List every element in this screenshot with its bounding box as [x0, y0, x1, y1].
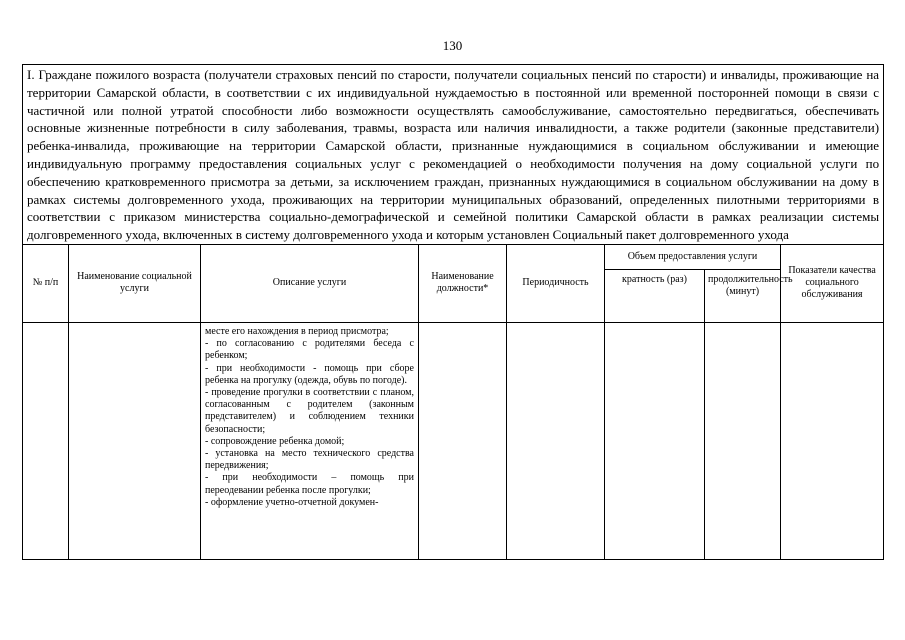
table-row	[23, 322, 884, 559]
cell-service-name	[69, 322, 201, 559]
header-multiplicity: кратность (раз)	[605, 269, 705, 322]
description-line: - установка на место технического средства передвижения;	[205, 448, 414, 472]
header-description: Описание услуги	[201, 244, 419, 322]
cell-quality	[781, 322, 884, 559]
header-periodicity: Периодичность	[507, 244, 605, 322]
description-line: - проведение прогулки в соответствии с планом, согласованным с родителем (законным представителем) и соблюдением техники безопасности;	[205, 386, 414, 435]
cell-number	[23, 322, 69, 559]
description-line: - сопровождение ребенка домой;	[205, 435, 345, 447]
cell-description	[201, 322, 419, 559]
header-volume: Объем предоставления услуги	[605, 244, 781, 269]
header-duration: продолжительность (минут)	[705, 269, 781, 322]
description-line: - при необходимости - помощь при сборе ребенка на прогулку (одежда, обувь по погоде).	[205, 362, 414, 386]
header-quality: Показатели качества социального обслуживания	[781, 244, 884, 322]
page-number: 130	[442, 38, 463, 53]
description-line: - оформление учетно-отчетной докумен-	[205, 496, 379, 508]
header-service-name: Наименование социальной услуги	[69, 244, 201, 322]
cell-position	[419, 322, 507, 559]
description-line: - по согласованию с родителями беседа с ребенком;	[205, 338, 414, 362]
description-line: - при необходимости – помощь при переодевании ребенка после прогулки;	[205, 472, 414, 496]
cell-multiplicity	[605, 322, 705, 559]
header-row-1	[23, 244, 884, 269]
cell-periodicity	[507, 322, 605, 559]
cell-duration	[705, 322, 781, 559]
section-title-row	[23, 65, 884, 245]
description-line: месте его нахождения в период присмотра;	[205, 325, 389, 337]
header-position: Наименование должности*	[419, 244, 507, 322]
section-title: I. Граждане пожилого возраста (получатели страховых пенсий по старости, получатели социальных пенсий по старости) и инвалиды, проживающие на территории Самарской области, в соответствии с их индивидуальной нуждаемостью в постоянной или временной посторонней помощи в связи с частичной или полной утратой способности либо возможности осуществлять самообслуживание, самостоятельно передвигаться, обеспечивать основные жизненные потребности в силу заболевания, травмы, возраста или наличия инвалидности, а также родители (законные представители) ребенка-инвалида, проживающие на территории Самарской области, признанные нуждающимися в социальном обслуживании и имеющие индивидуальную программу предоставления социальных услуг с рекомендацией о необходимости получения на дому социальной услуги по обеспечению кратковременного присмотра за детьми, за исключением граждан, признанных нуждающимися в социальном обслуживании на дому в рамках системы долговременного ухода, проживающих на территории муниципальных образований, определенных пилотными территориями в соответствии с приказом министерства социально-демографической и семейной политики Самарской области в рамках реализации системы долговременного ухода, включенных в систему долговременного ухода и которым установлен Социальный пакет долговременного ухода	[23, 65, 884, 245]
header-number: № п/п	[23, 244, 69, 322]
services-table	[22, 64, 884, 560]
